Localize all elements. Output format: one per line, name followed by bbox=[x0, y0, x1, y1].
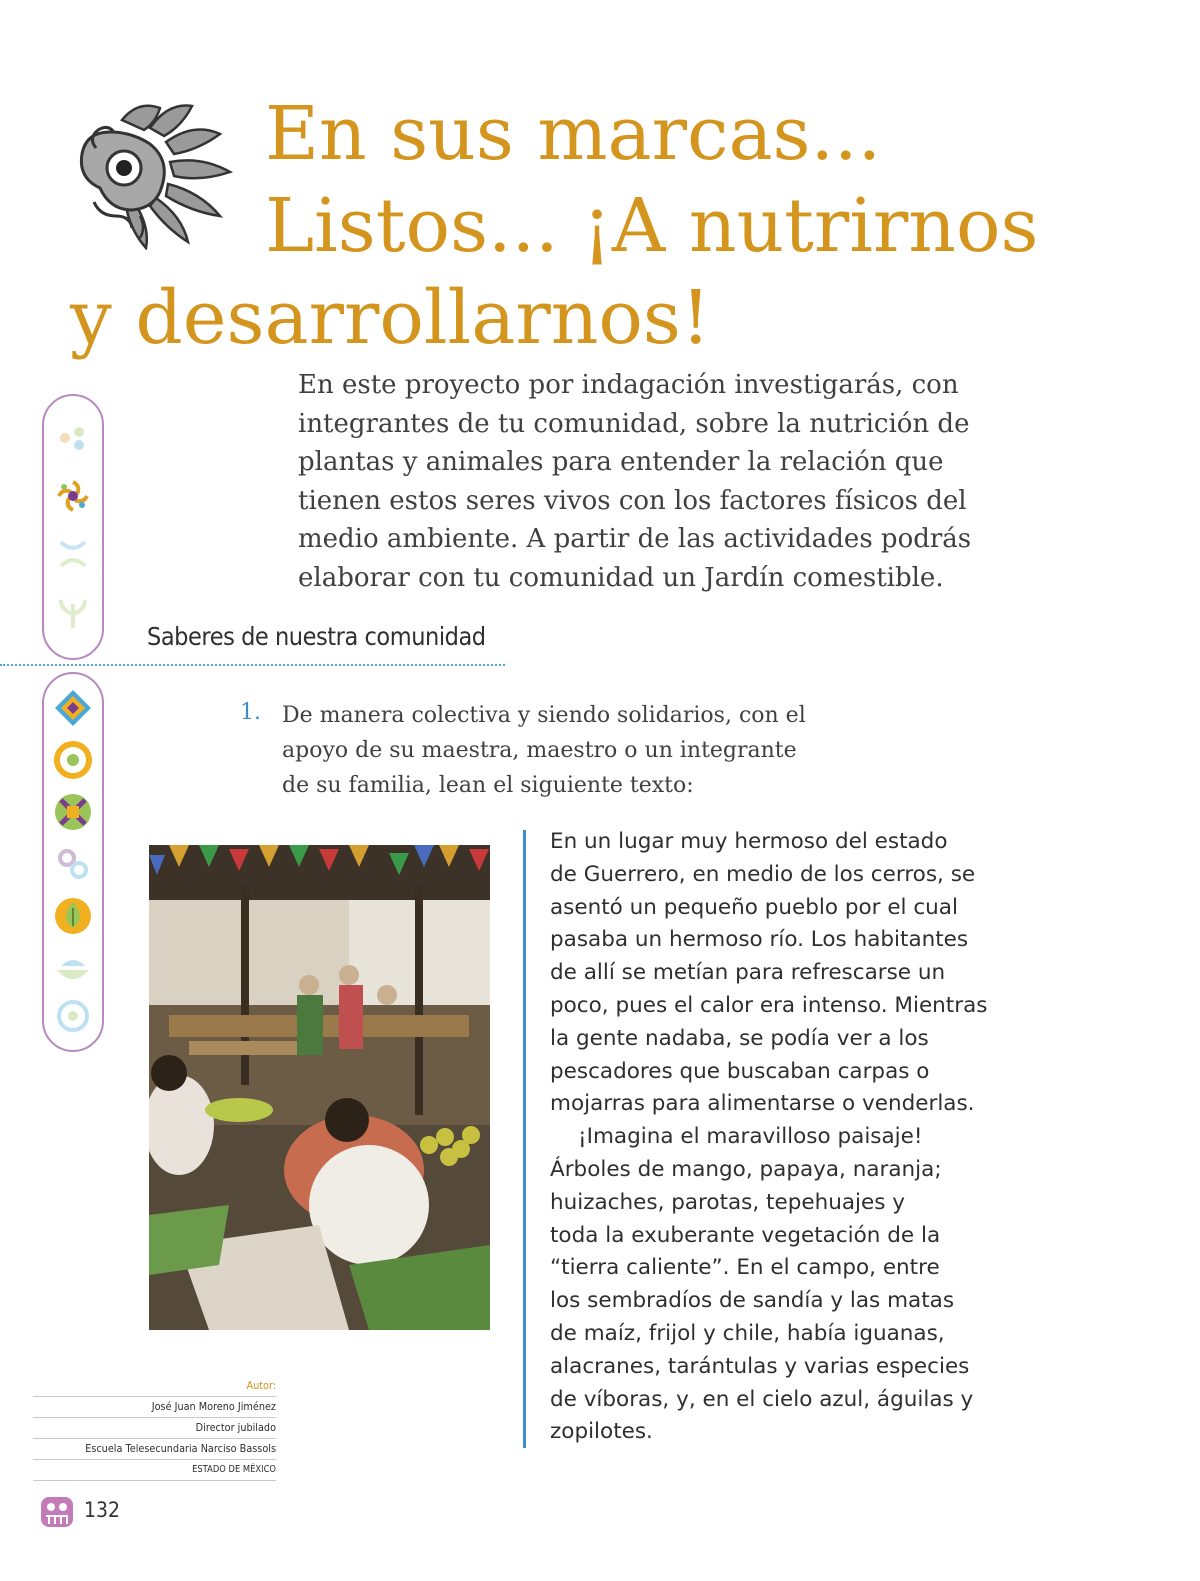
active-phase-icon bbox=[53, 476, 93, 516]
activity-instructions bbox=[282, 698, 872, 803]
reading-line: huizaches, parotas, tepehuajes y bbox=[550, 1189, 905, 1215]
field-sidebar bbox=[42, 672, 104, 1052]
author-school: Escuela Telesecundaria Narciso Bassols bbox=[33, 1439, 276, 1460]
faded-bowl-icon bbox=[53, 948, 93, 988]
intro-line: medio ambiente. A partir de las actividades podrás bbox=[298, 524, 972, 554]
faded-plant-icon bbox=[53, 592, 93, 632]
reading-line: de víboras, y, en el cielo azul, águilas y bbox=[550, 1386, 974, 1412]
intro-line: tienen estos seres vivos con los factores físicos del bbox=[298, 485, 967, 516]
reading-passage bbox=[550, 826, 1070, 1449]
page-title-line-2: Listos... ¡A nutrirnos bbox=[265, 183, 1039, 269]
reading-line: la gente nadaba, se podía ver a los bbox=[550, 1025, 929, 1051]
spiral-field-icon bbox=[53, 740, 93, 780]
reading-line: alacranes, tarántulas y varias especies bbox=[550, 1353, 970, 1379]
page-title-line-1: En sus marcas... bbox=[265, 91, 882, 177]
author-name: José Juan Moreno Jiménez bbox=[33, 1397, 276, 1418]
faded-circle-icon bbox=[53, 996, 93, 1036]
intro-paragraph bbox=[298, 366, 1058, 597]
author-state: ESTADO DE MÉXICO bbox=[33, 1460, 276, 1481]
reading-line: Árboles de mango, papaya, naranja; bbox=[550, 1156, 942, 1182]
reading-accent-rule bbox=[523, 830, 526, 1448]
reading-line: de Guerrero, en medio de los cerros, se bbox=[550, 861, 976, 887]
reading-line: toda la exuberante vegetación de la bbox=[550, 1222, 941, 1248]
faded-figure-icon bbox=[53, 534, 93, 574]
page-logo-icon bbox=[40, 1496, 74, 1528]
intro-line: integrantes de tu comunidad, sobre la nutrición de bbox=[298, 408, 970, 439]
section-heading: Saberes de nuestra comunidad bbox=[147, 622, 486, 651]
pre-hispanic-glyph-icon bbox=[70, 92, 240, 250]
reading-line: mojarras para alimentarse o venderlas. bbox=[550, 1091, 975, 1117]
reading-line: asentó un pequeño pueblo por el cual bbox=[550, 894, 958, 920]
faded-link-icon bbox=[53, 844, 93, 884]
intro-line: En este proyecto por indagación investigarás, con bbox=[298, 370, 959, 400]
activity-line: de su familia, lean el siguiente texto: bbox=[282, 773, 694, 798]
phase-sidebar bbox=[42, 394, 104, 660]
reading-line: ¡Imagina el maravilloso paisaje! bbox=[578, 1124, 923, 1150]
market-photo bbox=[149, 845, 490, 1330]
page-title-line-3: y desarrollarnos! bbox=[70, 275, 711, 361]
cross-field-icon bbox=[53, 792, 93, 832]
intro-line: plantas y animales para entender la relación que bbox=[298, 447, 944, 477]
author-role: Director jubilado bbox=[33, 1418, 276, 1439]
section-divider bbox=[0, 664, 505, 666]
intro-line: elaborar con tu comunidad un Jardín comestible. bbox=[298, 562, 944, 593]
reading-line: de maíz, frijol y chile, había iguanas, bbox=[550, 1320, 945, 1346]
faded-seed-icon bbox=[53, 418, 93, 458]
activity-number: 1. bbox=[240, 700, 261, 725]
reading-line: zopilotes. bbox=[550, 1419, 653, 1445]
credits-label: Autor: bbox=[33, 1376, 276, 1397]
reading-line: pescadores que buscaban carpas o bbox=[550, 1058, 930, 1084]
reading-line: pasaba un hermoso río. Los habitantes bbox=[550, 927, 969, 953]
reading-line: los sembradíos de sandía y las matas bbox=[550, 1288, 955, 1314]
leaf-field-icon bbox=[53, 896, 93, 936]
activity-line: apoyo de su maestra, maestro o un integrante bbox=[282, 738, 797, 763]
diamond-field-icon bbox=[53, 688, 93, 728]
reading-line: “tierra caliente”. En el campo, entre bbox=[550, 1255, 940, 1281]
page-number: 132 bbox=[84, 1498, 121, 1522]
activity-line: De manera colectiva y siendo solidarios, con el bbox=[282, 703, 806, 728]
author-credits bbox=[0, 1376, 276, 1481]
reading-line: poco, pues el calor era intenso. Mientras bbox=[550, 992, 988, 1018]
reading-line: En un lugar muy hermoso del estado bbox=[550, 829, 948, 854]
reading-line: de allí se metían para refrescarse un bbox=[550, 960, 946, 986]
